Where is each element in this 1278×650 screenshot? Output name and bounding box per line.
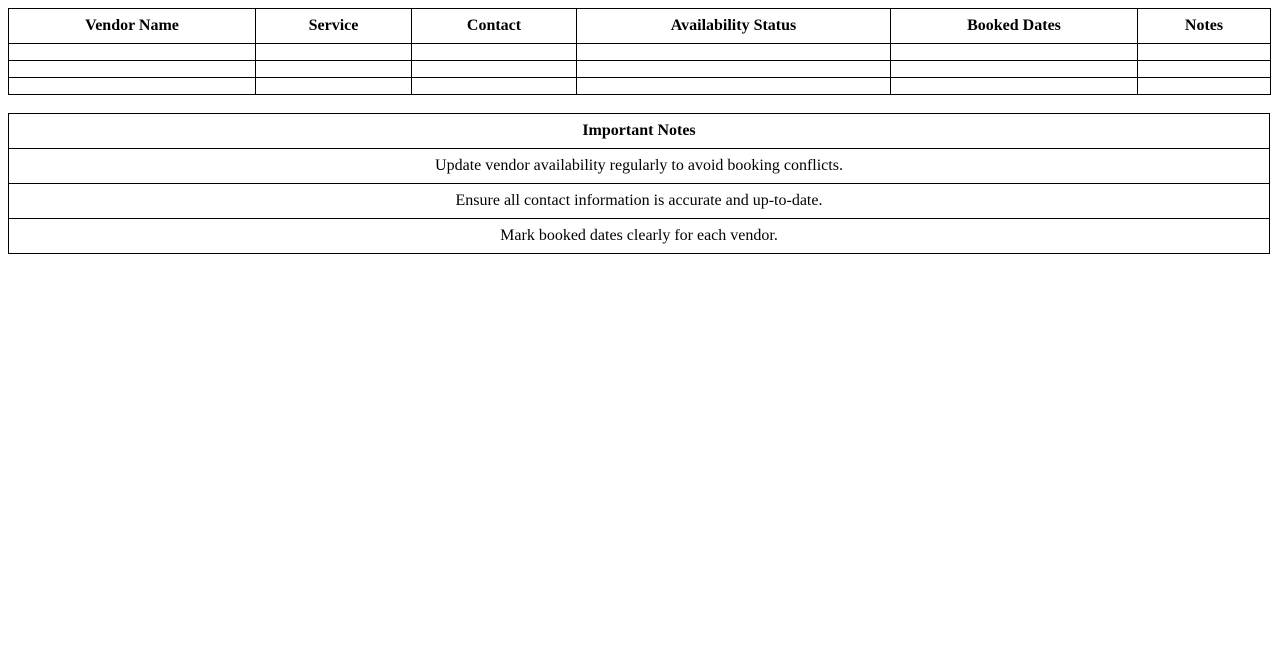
notes-cell[interactable] (1138, 61, 1271, 78)
service-cell[interactable] (256, 61, 412, 78)
header-booked-dates: Booked Dates (891, 9, 1138, 44)
important-notes-table (8, 113, 1270, 254)
notes-cell[interactable] (1138, 78, 1271, 95)
table-row (9, 44, 1271, 61)
vendor-name-cell[interactable] (9, 61, 256, 78)
header-contact: Contact (412, 9, 577, 44)
important-notes-title: Important Notes (9, 114, 1270, 149)
notes-cell[interactable] (1138, 44, 1271, 61)
note-text: Ensure all contact information is accurate and up-to-date. (9, 184, 1270, 219)
vendor-table (8, 8, 1271, 95)
header-availability-status: Availability Status (577, 9, 891, 44)
note-text: Update vendor availability regularly to avoid booking conflicts. (9, 149, 1270, 184)
header-notes: Notes (1138, 9, 1271, 44)
availability-status-cell[interactable] (577, 44, 891, 61)
service-cell[interactable] (256, 78, 412, 95)
page-content (8, 8, 1270, 254)
notes-header-row (9, 114, 1270, 149)
contact-cell[interactable] (412, 44, 577, 61)
contact-cell[interactable] (412, 61, 577, 78)
note-text: Mark booked dates clearly for each vendor. (9, 219, 1270, 254)
booked-dates-cell[interactable] (891, 61, 1138, 78)
availability-status-cell[interactable] (577, 78, 891, 95)
availability-status-cell[interactable] (577, 61, 891, 78)
list-item (9, 149, 1270, 184)
booked-dates-cell[interactable] (891, 44, 1138, 61)
table-row (9, 61, 1271, 78)
header-vendor-name: Vendor Name (9, 9, 256, 44)
contact-cell[interactable] (412, 78, 577, 95)
table-row (9, 78, 1271, 95)
vendor-name-cell[interactable] (9, 78, 256, 95)
list-item (9, 184, 1270, 219)
list-item (9, 219, 1270, 254)
service-cell[interactable] (256, 44, 412, 61)
vendor-table-header-row (9, 9, 1271, 44)
header-service: Service (256, 9, 412, 44)
vendor-name-cell[interactable] (9, 44, 256, 61)
booked-dates-cell[interactable] (891, 78, 1138, 95)
